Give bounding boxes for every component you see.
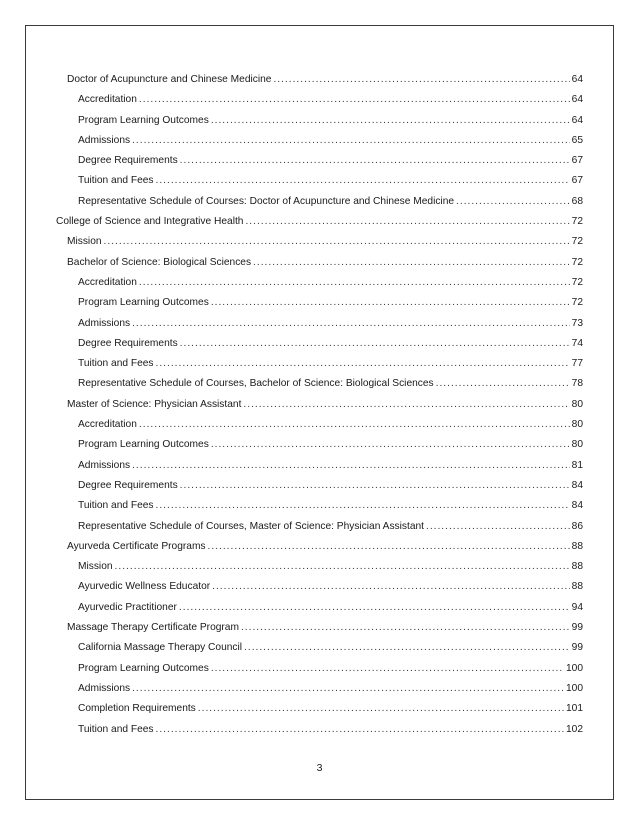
toc-entry-page-number[interactable]: 80	[571, 398, 583, 410]
toc-entry[interactable]	[56, 131, 583, 151]
dot-leader	[139, 273, 570, 293]
toc-entry[interactable]	[56, 395, 583, 415]
dot-leader	[132, 314, 570, 334]
toc-entry[interactable]	[56, 171, 583, 191]
toc-entry-title[interactable]: College of Science and Integrative Health	[56, 216, 244, 228]
toc-entry[interactable]	[56, 659, 583, 679]
toc-entry-page-number[interactable]: 84	[571, 500, 583, 512]
toc-entry-page-number[interactable]: 80	[571, 419, 583, 431]
toc-entry-title[interactable]: Admissions	[78, 682, 131, 694]
toc-entry-page-number[interactable]: 88	[571, 581, 583, 593]
toc-entry-title[interactable]: Completion Requirements	[78, 703, 196, 715]
toc-entry-page-number[interactable]: 64	[571, 114, 583, 126]
toc-entry-title[interactable]: Representative Schedule of Courses, Master of Science: Physician Assistant	[78, 520, 424, 532]
toc-entry[interactable]	[56, 415, 583, 435]
toc-entry-title[interactable]: Accreditation	[78, 419, 137, 431]
toc-entry-title[interactable]: Admissions	[78, 459, 131, 471]
toc-entry[interactable]	[56, 314, 583, 334]
dot-leader	[139, 90, 570, 110]
dot-leader	[241, 618, 570, 638]
page-number: 3	[316, 762, 323, 774]
toc-entry[interactable]	[56, 517, 583, 537]
toc-entry-page-number[interactable]: 100	[566, 662, 583, 674]
dot-leader	[139, 415, 570, 435]
toc-entry-page-number[interactable]: 86	[571, 520, 583, 532]
dot-leader	[115, 557, 570, 577]
toc-entry[interactable]	[56, 496, 583, 516]
dot-leader	[208, 537, 570, 557]
dot-leader	[156, 171, 570, 191]
toc-entry[interactable]	[56, 293, 583, 313]
toc-entry-title[interactable]: Degree Requirements	[78, 337, 178, 349]
toc-entry[interactable]	[56, 354, 583, 374]
document-page	[25, 25, 614, 800]
toc-entry[interactable]	[56, 679, 583, 699]
toc-entry[interactable]	[56, 476, 583, 496]
dot-leader	[132, 131, 570, 151]
dot-leader	[156, 720, 564, 740]
dot-leader	[156, 496, 570, 516]
dot-leader	[244, 638, 570, 658]
toc-entry-title[interactable]: Bachelor of Science: Biological Sciences	[67, 256, 252, 268]
toc-entry[interactable]	[56, 232, 583, 252]
toc-entry-title[interactable]: Ayurveda Certificate Programs	[67, 540, 206, 552]
table-of-contents	[56, 70, 583, 740]
toc-entry-title[interactable]: California Massage Therapy Council	[78, 642, 243, 654]
toc-entry[interactable]	[56, 435, 583, 455]
toc-entry-title[interactable]: Program Learning Outcomes	[78, 439, 209, 451]
toc-entry-page-number[interactable]: 67	[571, 175, 583, 187]
toc-entry-title[interactable]: Master of Science: Physician Assistant	[67, 398, 242, 410]
dot-leader	[456, 192, 570, 212]
toc-entry-title[interactable]: Representative Schedule of Courses: Doctor of Acupuncture and Chinese Medicine	[78, 195, 455, 207]
toc-entry[interactable]	[56, 638, 583, 658]
toc-entry-page-number[interactable]: 94	[571, 601, 583, 613]
toc-entry[interactable]	[56, 111, 583, 131]
dot-leader	[243, 395, 569, 415]
toc-entry[interactable]	[56, 212, 583, 232]
toc-entry-title[interactable]: Tuition and Fees	[78, 723, 154, 735]
toc-entry-page-number[interactable]: 88	[571, 540, 583, 552]
toc-entry-page-number[interactable]: 84	[571, 479, 583, 491]
toc-entry[interactable]	[56, 151, 583, 171]
dot-leader	[245, 212, 569, 232]
dot-leader	[426, 517, 570, 537]
toc-entry-page-number[interactable]: 102	[566, 723, 583, 735]
toc-entry-title[interactable]: Tuition and Fees	[78, 175, 154, 187]
toc-entry-title[interactable]: Mission	[78, 561, 113, 573]
dot-leader	[198, 699, 564, 719]
toc-entry-title[interactable]: Degree Requirements	[78, 479, 178, 491]
toc-entry-title[interactable]: Tuition and Fees	[78, 500, 154, 512]
toc-entry-page-number[interactable]: 101	[566, 703, 583, 715]
toc-entry-page-number[interactable]: 99	[571, 622, 583, 634]
dot-leader	[104, 232, 570, 252]
dot-leader	[211, 293, 570, 313]
toc-entry-page-number[interactable]: 77	[571, 358, 583, 370]
toc-entry-page-number[interactable]: 72	[571, 256, 583, 268]
toc-entry-title[interactable]: Degree Requirements	[78, 155, 178, 167]
toc-entry[interactable]	[56, 699, 583, 719]
toc-entry-title[interactable]: Ayurvedic Practitioner	[78, 601, 177, 613]
toc-entry[interactable]	[56, 577, 583, 597]
toc-entry-page-number[interactable]: 65	[571, 134, 583, 146]
toc-entry[interactable]	[56, 334, 583, 354]
toc-entry-page-number[interactable]: 81	[571, 459, 583, 471]
toc-entry-page-number[interactable]: 72	[571, 236, 583, 248]
toc-entry[interactable]	[56, 273, 583, 293]
dot-leader	[273, 70, 569, 90]
toc-entry-page-number[interactable]: 73	[571, 317, 583, 329]
toc-entry-title[interactable]: Admissions	[78, 134, 131, 146]
dot-leader	[211, 111, 570, 131]
toc-entry[interactable]	[56, 374, 583, 394]
toc-entry[interactable]	[56, 253, 583, 273]
dot-leader	[132, 679, 564, 699]
toc-entry-title[interactable]: Program Learning Outcomes	[78, 662, 209, 674]
toc-entry[interactable]	[56, 618, 583, 638]
toc-entry-title[interactable]: Program Learning Outcomes	[78, 297, 209, 309]
toc-entry-title[interactable]: Mission	[67, 236, 102, 248]
toc-entry-page-number[interactable]: 72	[571, 216, 583, 228]
toc-entry-title[interactable]: Tuition and Fees	[78, 358, 154, 370]
toc-entry-title[interactable]: Massage Therapy Certificate Program	[67, 622, 239, 634]
dot-leader	[180, 476, 570, 496]
toc-entry-title[interactable]: Accreditation	[78, 94, 137, 106]
dot-leader	[436, 374, 570, 394]
toc-entry[interactable]	[56, 557, 583, 577]
toc-entry-page-number[interactable]: 88	[571, 561, 583, 573]
toc-entry[interactable]	[56, 456, 583, 476]
toc-entry-page-number[interactable]: 72	[571, 297, 583, 309]
dot-leader	[180, 334, 570, 354]
toc-entry[interactable]	[56, 537, 583, 557]
dot-leader	[211, 435, 570, 455]
toc-entry-title[interactable]: Admissions	[78, 317, 131, 329]
toc-entry-page-number[interactable]: 64	[571, 94, 583, 106]
dot-leader	[212, 577, 570, 597]
toc-entry-title[interactable]: Accreditation	[78, 276, 137, 288]
toc-entry[interactable]	[56, 598, 583, 618]
toc-entry-title[interactable]: Program Learning Outcomes	[78, 114, 209, 126]
toc-entry-page-number[interactable]: 67	[571, 155, 583, 167]
toc-entry-page-number[interactable]: 78	[571, 378, 583, 390]
toc-entry[interactable]	[56, 90, 583, 110]
toc-entry-page-number[interactable]: 64	[571, 74, 583, 85]
dot-leader	[132, 456, 570, 476]
toc-entry[interactable]	[56, 720, 583, 740]
dot-leader	[211, 659, 564, 679]
toc-entry-page-number[interactable]: 80	[571, 439, 583, 451]
toc-entry-page-number[interactable]: 72	[571, 276, 583, 288]
toc-entry-page-number[interactable]: 100	[566, 682, 583, 694]
dot-leader	[180, 151, 570, 171]
toc-entry-title[interactable]: Doctor of Acupuncture and Chinese Medicine	[67, 74, 272, 85]
toc-entry-title[interactable]: Ayurvedic Wellness Educator	[78, 581, 211, 593]
toc-entry-page-number[interactable]: 99	[571, 642, 583, 654]
toc-entry-title[interactable]: Representative Schedule of Courses, Bachelor of Science: Biological Sciences	[78, 378, 434, 390]
toc-entry-page-number[interactable]: 68	[571, 195, 583, 207]
toc-entry[interactable]	[56, 192, 583, 212]
toc-entry-page-number[interactable]: 74	[571, 337, 583, 349]
dot-leader	[179, 598, 570, 618]
dot-leader	[156, 354, 570, 374]
dot-leader	[253, 253, 570, 273]
toc-entry[interactable]	[56, 70, 583, 90]
